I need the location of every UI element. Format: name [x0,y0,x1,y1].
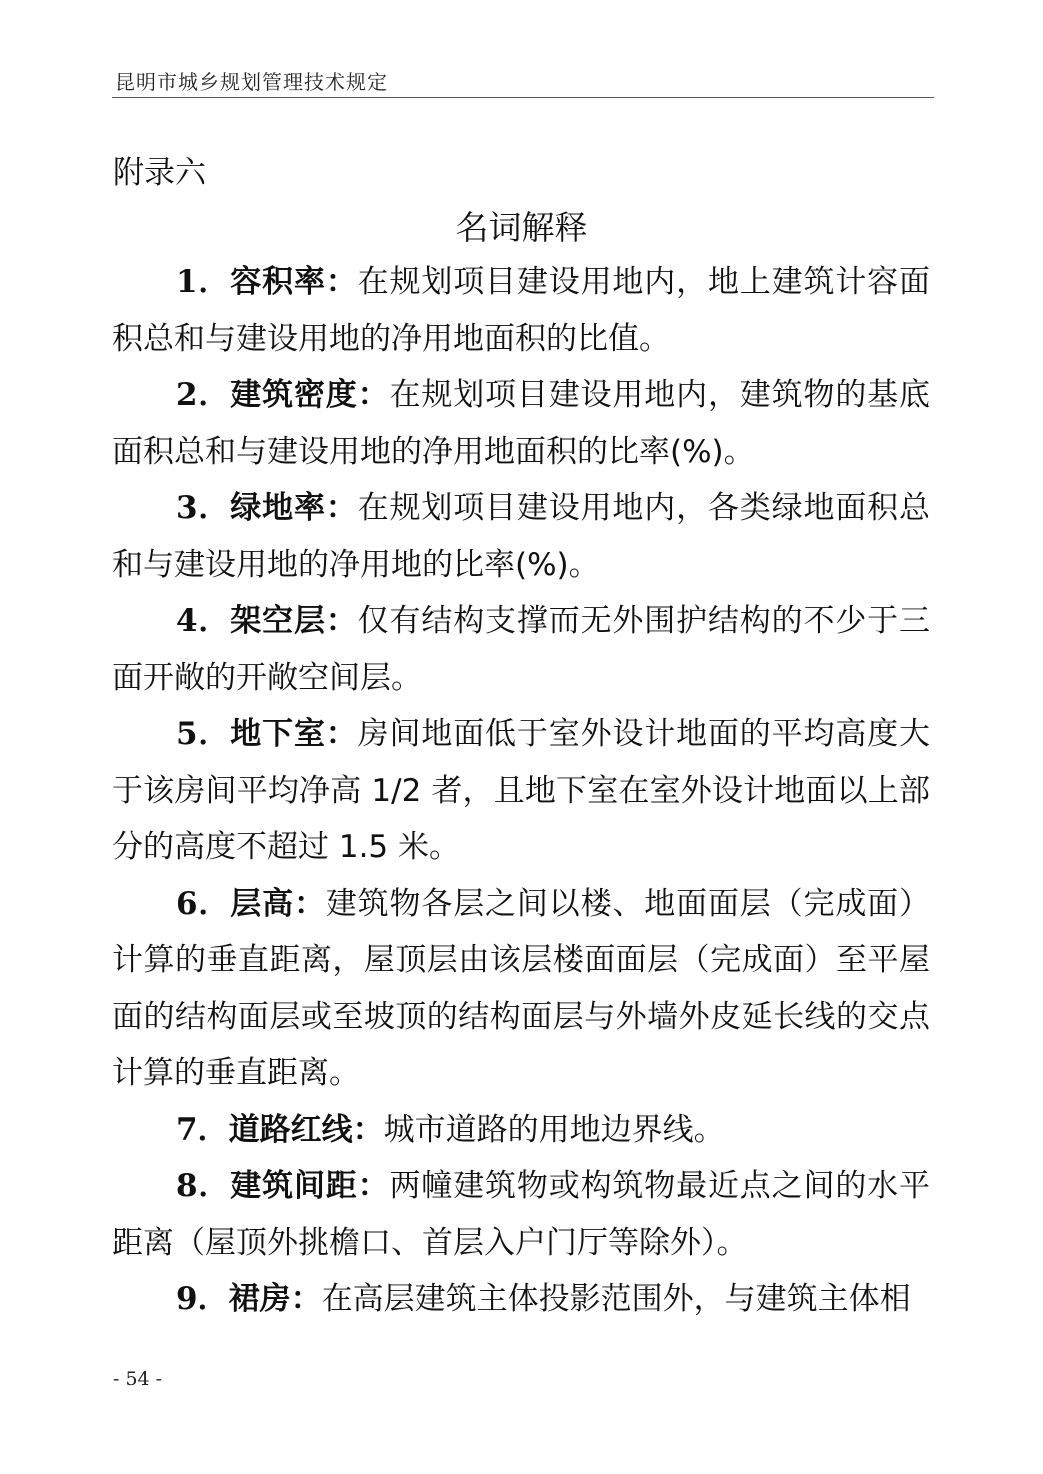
entry-text: 房间地面低于室外设计地面的平均高度大于该房间平均净高 1/2 者，且地下室在室外设计地面以上部分的高度不超过 1.5 米。 [112,716,931,865]
entry-number: 1． [176,264,231,300]
definition-entry [112,1158,930,1271]
entry-text: 仅有结构支撑而无外围护结构的不少于三面开敞的开敞空间层。 [112,603,931,696]
entry-term: 裙房： [228,1281,322,1317]
entry-term: 容积率： [230,264,358,300]
entry-number: 6． [176,885,231,922]
definition-list [112,254,930,1328]
entry-text: 在规划项目建设用地内，建筑物的基底面积总和与建设用地的净用地面积的比率(%)。 [112,377,931,470]
entry-number: 2． [176,377,231,413]
definition-entry [112,876,930,1102]
entry-text: 两幢建筑物或构筑物最近点之间的水平距离（屋顶外挑檐口、首层入户门厅等除外）。 [112,1168,931,1261]
definition-entry [112,593,930,706]
definition-entry [112,254,930,367]
entry-term: 地下室： [230,716,358,752]
running-header: 昆明市城乡规划管理技术规定 [115,70,388,94]
header-rule [112,97,934,98]
entry-text: 建筑物各层之间以楼、地面面层（完成面）计算的垂直距离，屋顶层由该层楼面面层（完成面）至平屋面的结构面层或至坡顶的结构面层与外墙外皮延长线的交点计算的垂直距离。 [112,885,931,1091]
entry-number: 3． [176,490,231,526]
definition-entry [112,1102,930,1159]
entry-term: 架空层： [230,603,358,639]
definition-entry [112,480,930,593]
page-title: 名词解释 [455,208,588,247]
entry-text: 城市道路的用地边界线。 [383,1111,725,1148]
entry-number: 9． [176,1281,229,1317]
appendix-label: 附录六 [113,155,206,191]
entry-text: 在规划项目建设用地内，地上建筑计容面积总和与建设用地的净用地面积的比值。 [112,264,931,357]
entry-number: 7． [176,1111,229,1148]
entry-number: 5． [176,716,231,752]
entry-number: 4． [176,603,231,639]
entry-term: 建筑密度： [230,377,390,413]
entry-text: 在规划项目建设用地内，各类绿地面积总和与建设用地的净用地的比率(%)。 [112,490,931,583]
definition-entry [112,367,930,480]
entry-number: 8． [176,1168,231,1204]
entry-term: 建筑间距： [230,1168,390,1204]
entry-term: 层高： [230,885,326,922]
entry-term: 道路红线： [228,1111,384,1148]
definition-entry [112,706,930,876]
entry-text: 在高层建筑主体投影范围外，与建筑主体相 [321,1281,911,1317]
entry-term: 绿地率： [230,490,358,526]
definition-entry [112,1271,930,1328]
page-number: - 54 - [113,1368,163,1390]
